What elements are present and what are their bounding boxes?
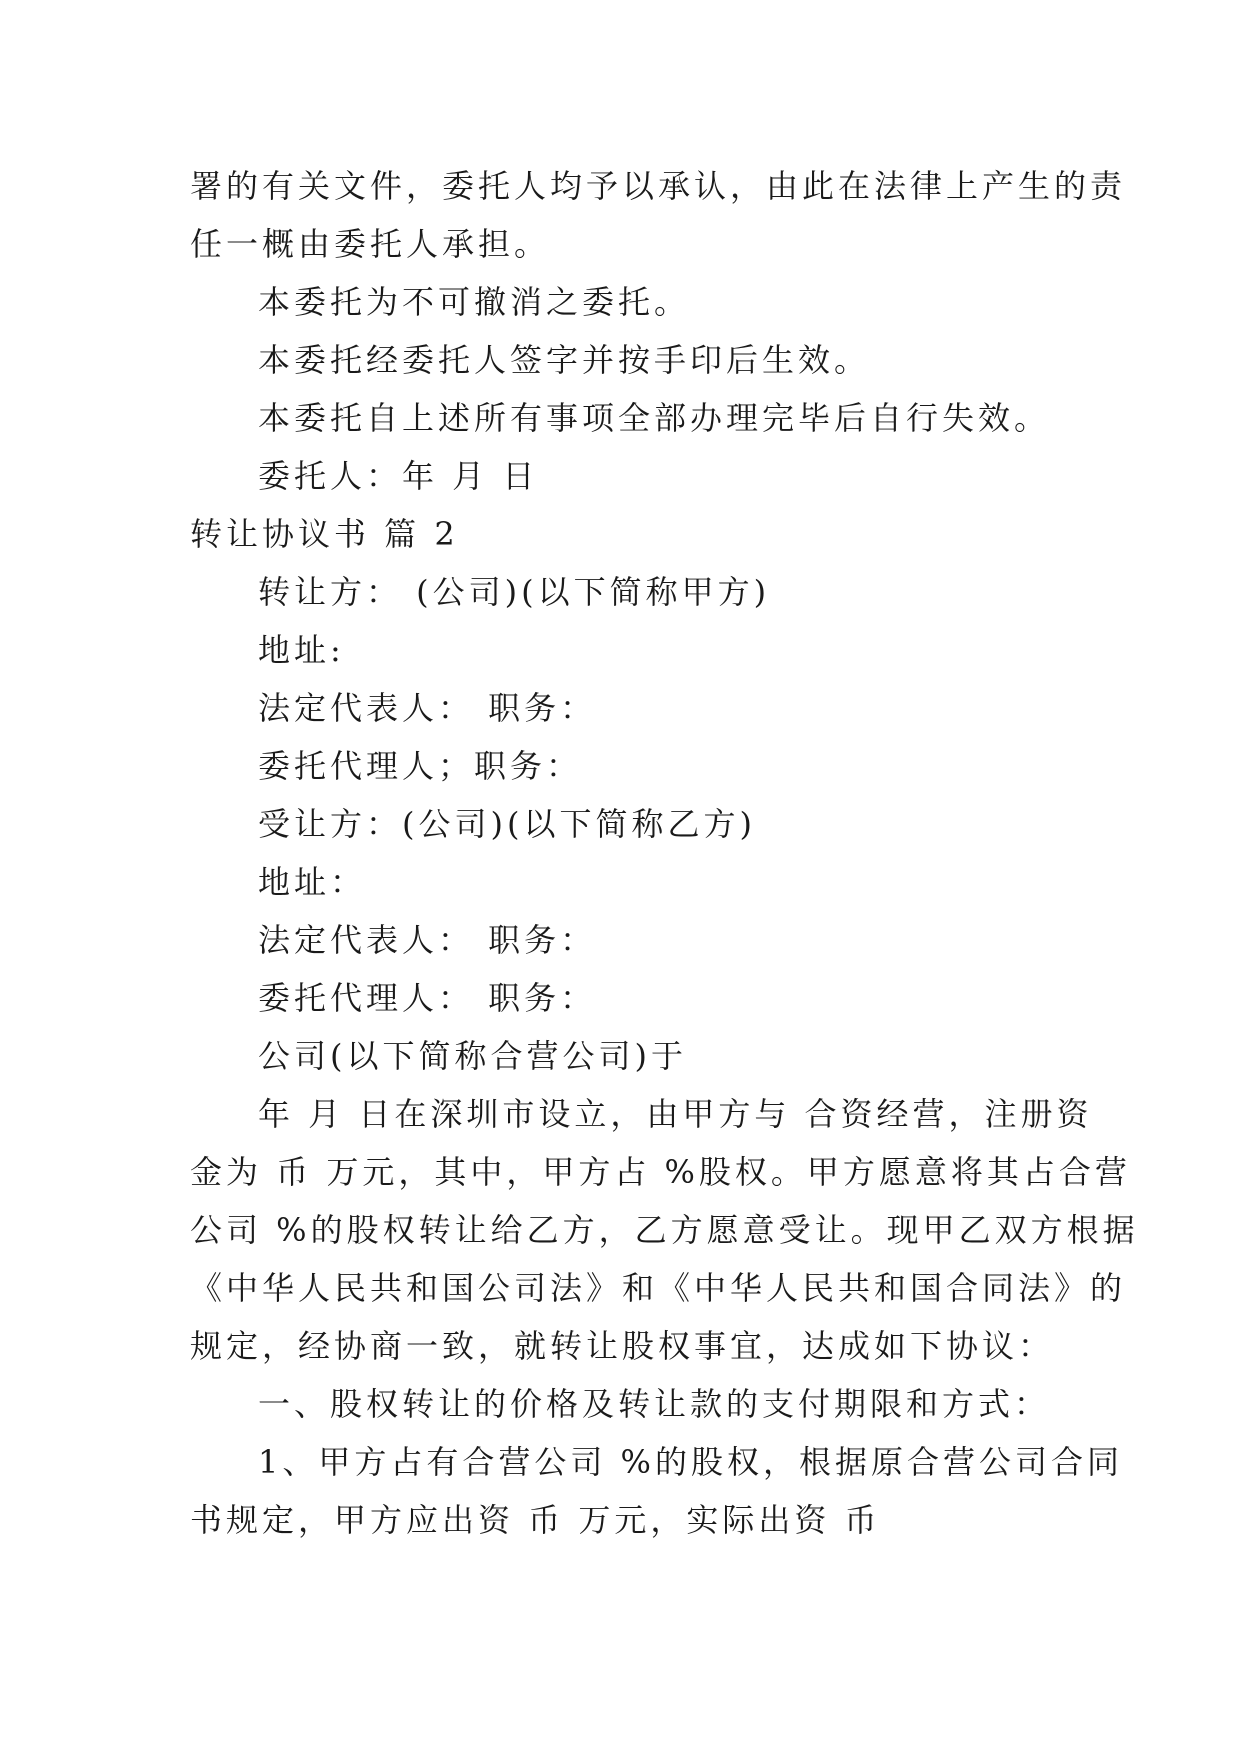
text-line: 本委托自上述所有事项全部办理完毕后自行失效。 xyxy=(258,399,1051,437)
text-line: 书规定，甲方应出资 币 万元，实际出资 币 xyxy=(190,1501,881,1539)
text-line: 公司(以下简称合营公司)于 xyxy=(258,1037,687,1075)
text-line: 本委托为不可撤消之委托。 xyxy=(258,283,691,321)
text-line: 转让方： (公司)(以下简称甲方) xyxy=(258,573,771,611)
text-line: 公司 %的股权转让给乙方，乙方愿意受让。现甲乙双方根据 xyxy=(190,1211,1139,1249)
text-line: 委托代理人；职务： xyxy=(258,747,583,785)
text-line: 金为 币 万元，其中，甲方占 %股权。甲方愿意将其占合营 xyxy=(190,1153,1131,1191)
text-line: 法定代表人： 职务： xyxy=(258,689,597,727)
text-line: 一、股权转让的价格及转让款的支付期限和方式： xyxy=(258,1385,1051,1423)
text-line: 受让方：(公司)(以下简称乙方) xyxy=(258,805,756,843)
text-line: 委托人：年 月 日 xyxy=(258,457,539,495)
text-line: 规定，经协商一致，就转让股权事宜，达成如下协议： xyxy=(190,1327,1055,1365)
text-line: 年 月 日在深圳市设立，由甲方与 合资经营，注册资 xyxy=(258,1095,1093,1133)
text-line: 本委托经委托人签字并按手印后生效。 xyxy=(258,341,871,379)
text-line: 1、甲方占有合营公司 %的股权，根据原合营公司合同 xyxy=(258,1443,1123,1481)
text-line: 法定代表人： 职务： xyxy=(258,921,597,959)
text-line: 委托代理人： 职务： xyxy=(258,979,597,1017)
text-line: 地址： xyxy=(258,863,367,901)
text-line: 地址: xyxy=(258,631,345,669)
text-line: 《中华人民共和国公司法》和《中华人民共和国合同法》的 xyxy=(190,1269,1127,1307)
section-heading: 转让协议书 篇 2 xyxy=(190,515,459,553)
text-line: 任一概由委托人承担。 xyxy=(190,225,551,263)
text-line: 署的有关文件，委托人均予以承认，由此在法律上产生的责 xyxy=(190,167,1127,205)
